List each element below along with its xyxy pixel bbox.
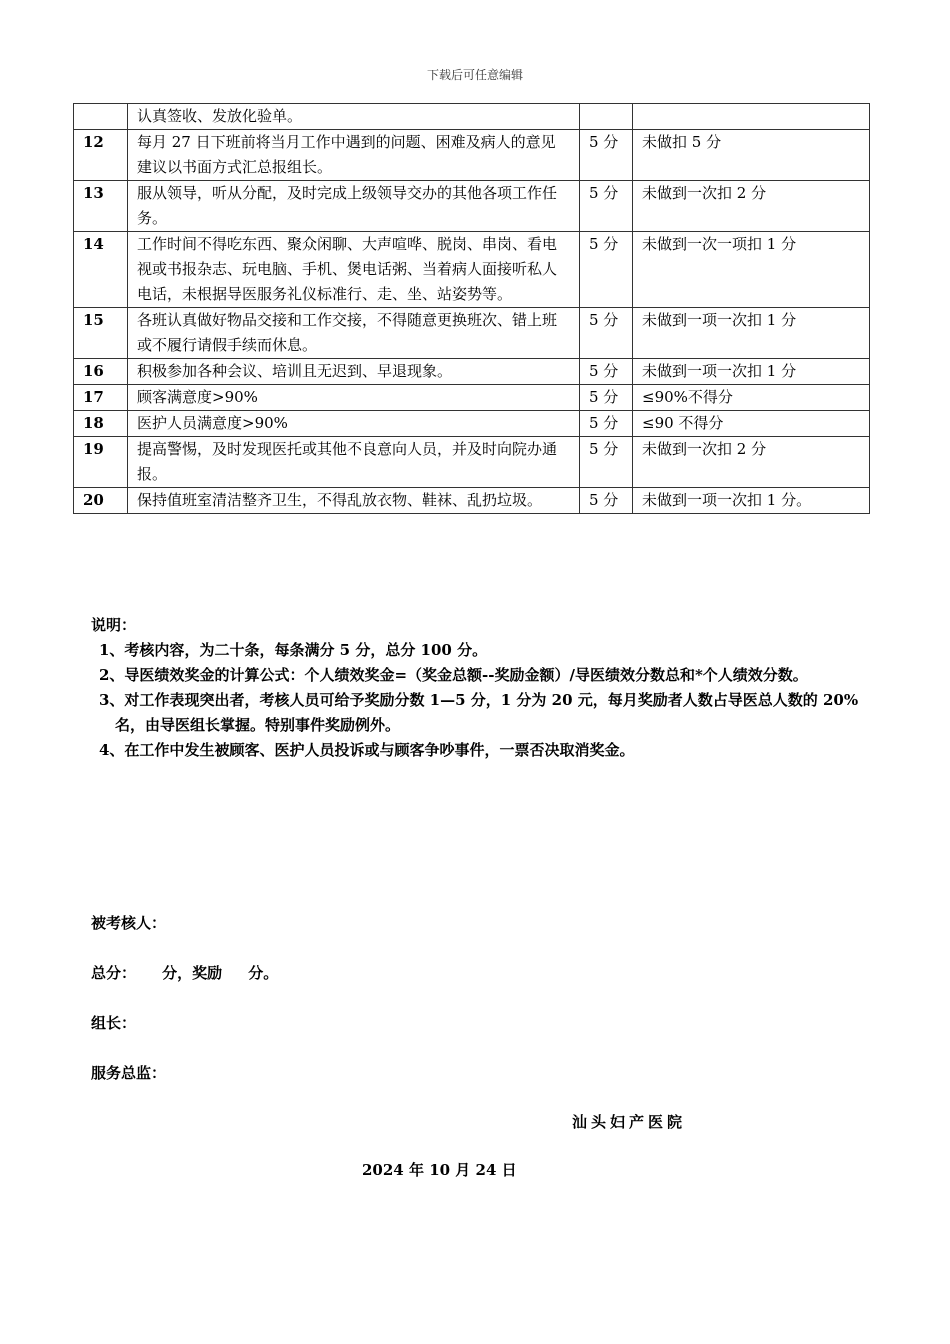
examinee-label: 被考核人： <box>91 914 167 932</box>
row-content: 顾客满意度>90% <box>128 385 580 411</box>
document-date: 2024 年 10 月 24 日 <box>362 1161 517 1179</box>
row-score: 5 分 <box>580 437 633 488</box>
table-row <box>74 308 870 359</box>
row-content: 服从领导，听从分配，及时完成上级领导交办的其他各项工作任务。 <box>128 181 580 232</box>
table-row <box>74 359 870 385</box>
note-3: 3、对工作表现突出者，考核人员可给予奖励分数 1—5 分，1 分为 20 元，每月奖励者人数占导医总人数的 20%名，由导医组长掌握。特别事件奖励例外。 <box>99 691 859 734</box>
director-label: 服务总监： <box>91 1064 167 1082</box>
table-row <box>74 385 870 411</box>
leader-label: 组长： <box>91 1014 137 1032</box>
hospital-name: 汕头妇产医院 <box>572 1113 687 1131</box>
row-penalty: 未做到一次一项扣 1 分 <box>633 232 870 308</box>
row-score: 5 分 <box>580 385 633 411</box>
row-penalty: 未做到一次扣 2 分 <box>633 181 870 232</box>
row-number: 20 <box>74 488 128 514</box>
table-row <box>74 232 870 308</box>
table-row <box>74 411 870 437</box>
row-score: 5 分 <box>580 181 633 232</box>
row-number: 17 <box>74 385 128 411</box>
total-score-label: 总分： 分，奖励 分。 <box>91 964 279 982</box>
row-penalty: 未做扣 5 分 <box>633 130 870 181</box>
notes-title: 说明： <box>91 616 137 634</box>
row-penalty: ≤90 不得分 <box>633 411 870 437</box>
row-number: 19 <box>74 437 128 488</box>
page-header: 下载后可任意编辑 <box>426 68 523 82</box>
row-content: 工作时间不得吃东西、聚众闲聊、大声喧哗、脱岗、串岗、看电视或书报杂志、玩电脑、手机、煲电话粥、当着病人面接听私人电话，未根据导医服务礼仪标准行、走、坐、站姿势等。 <box>128 232 580 308</box>
row-number: 13 <box>74 181 128 232</box>
row-number: 15 <box>74 308 128 359</box>
row-score: 5 分 <box>580 130 633 181</box>
row-score: 5 分 <box>580 488 633 514</box>
notes-section <box>91 613 871 763</box>
note-1: 1、考核内容，为二十条，每条满分 5 分，总分 100 分。 <box>99 641 488 659</box>
row-penalty: 未做到一项一次扣 1 分。 <box>633 488 870 514</box>
row-content: 认真签收、发放化验单。 <box>128 104 580 130</box>
note-2: 2、导医绩效奖金的计算公式：个人绩效奖金=（奖金总额--奖励金额）/导医绩效分数总和*个人绩效分数。 <box>99 666 808 684</box>
row-score: 5 分 <box>580 359 633 385</box>
row-number: 14 <box>74 232 128 308</box>
row-content: 积极参加各种会议、培训且无迟到、早退现象。 <box>128 359 580 385</box>
row-penalty: 未做到一项一次扣 1 分 <box>633 359 870 385</box>
table-row <box>74 488 870 514</box>
row-content: 提高警惕，及时发现医托或其他不良意向人员，并及时向院办通报。 <box>128 437 580 488</box>
row-content: 医护人员满意度>90% <box>128 411 580 437</box>
row-penalty: 未做到一项一次扣 1 分 <box>633 308 870 359</box>
table-row <box>74 130 870 181</box>
note-4: 4、在工作中发生被顾客、医护人员投诉或与顾客争吵事件，一票否决取消奖金。 <box>99 741 635 759</box>
row-score: 5 分 <box>580 411 633 437</box>
row-content: 每月 27 日下班前将当月工作中遇到的问题、困难及病人的意见建议以书面方式汇总报组长。 <box>128 130 580 181</box>
table-row <box>74 437 870 488</box>
row-penalty <box>633 104 870 130</box>
row-number: 18 <box>74 411 128 437</box>
row-score: 5 分 <box>580 232 633 308</box>
row-penalty: ≤90%不得分 <box>633 385 870 411</box>
row-number: 12 <box>74 130 128 181</box>
row-score <box>580 104 633 130</box>
row-score: 5 分 <box>580 308 633 359</box>
assessment-table <box>73 103 870 514</box>
row-content: 保持值班室清洁整齐卫生，不得乱放衣物、鞋袜、乱扔垃圾。 <box>128 488 580 514</box>
table-row <box>74 104 870 130</box>
row-number: 16 <box>74 359 128 385</box>
row-content: 各班认真做好物品交接和工作交接，不得随意更换班次、错上班或不履行请假手续而休息。 <box>128 308 580 359</box>
row-penalty: 未做到一次扣 2 分 <box>633 437 870 488</box>
row-number <box>74 104 128 130</box>
table-row <box>74 181 870 232</box>
